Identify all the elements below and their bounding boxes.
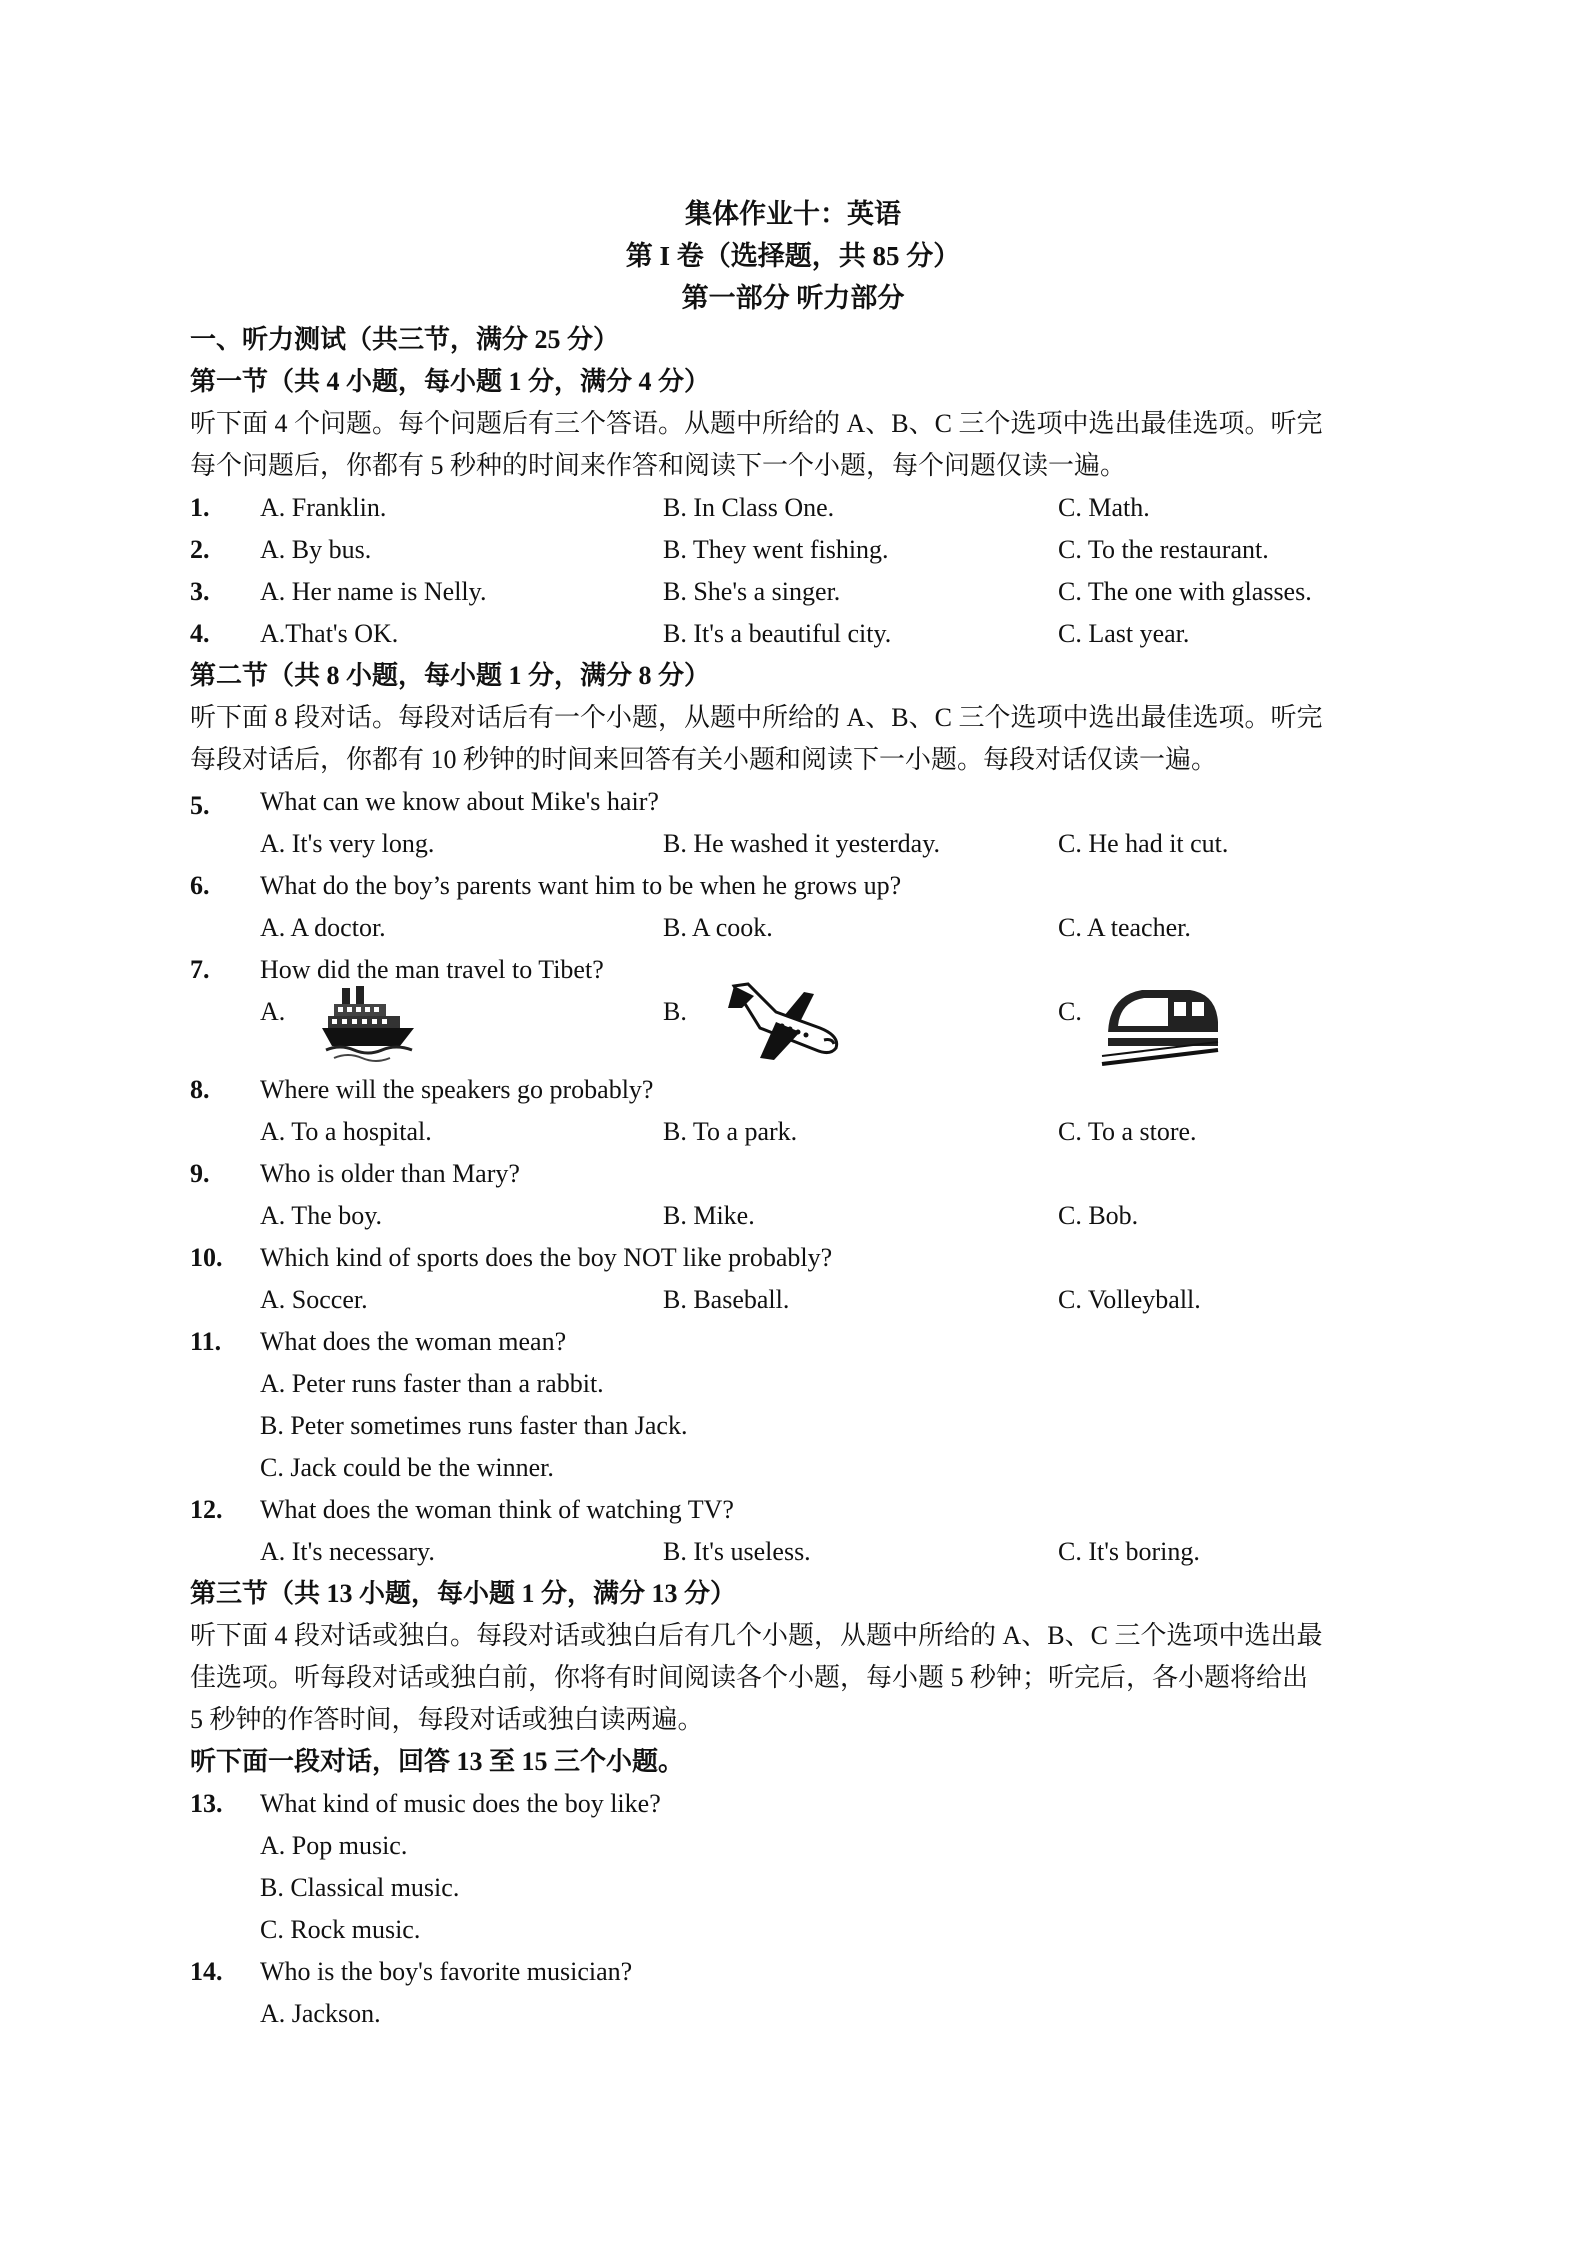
option-b: B. A cook. — [663, 913, 773, 942]
option-c: C. — [1058, 997, 1082, 1026]
options-row — [0, 908, 1586, 948]
option-a: A. Her name is Nelly. — [260, 577, 487, 606]
options-row — [0, 1868, 1586, 1908]
option-c: C. Rock music. — [260, 1915, 421, 1944]
option-b: B. To a park. — [663, 1117, 798, 1146]
question-number: 14. — [190, 1957, 223, 1986]
question-row — [0, 572, 1586, 612]
question-number: 3. — [190, 577, 210, 606]
question-row — [0, 1322, 1586, 1362]
question-number: 2. — [190, 535, 210, 564]
question-number: 7. — [190, 955, 210, 984]
question-number: 4. — [190, 619, 210, 648]
train-icon — [1098, 980, 1224, 1068]
airplane-icon — [720, 978, 850, 1068]
option-a: A. Soccer. — [260, 1285, 368, 1314]
question-row — [0, 1952, 1586, 1992]
option-a: A. By bus. — [260, 535, 372, 564]
option-b: B. Mike. — [663, 1201, 755, 1230]
options-row — [0, 1826, 1586, 1866]
option-a: A. — [260, 997, 286, 1026]
option-b: B. In Class One. — [663, 493, 835, 522]
section2-heading: 第二节（共 8 小题，每小题 1 分，满分 8 分） — [190, 661, 711, 690]
question-text: What does the woman think of watching TV? — [260, 1495, 734, 1524]
question-row — [0, 488, 1586, 528]
option-c: C. To a store. — [1058, 1117, 1197, 1146]
question-number: 9. — [190, 1159, 210, 1188]
options-row — [0, 1406, 1586, 1446]
option-a: A. To a hospital. — [260, 1117, 432, 1146]
option-a: A. Peter runs faster than a rabbit. — [260, 1369, 604, 1398]
option-a: A. It's very long. — [260, 829, 435, 858]
section1-heading: 第一节（共 4 小题，每小题 1 分，满分 4 分） — [190, 367, 711, 396]
question-row — [0, 530, 1586, 570]
section3-instruction-line2: 佳选项。听每段对话或独白前，你将有时间阅读各个小题，每小题 5 秒钟；听完后，各小题将给出 — [190, 1663, 1309, 1692]
question-row — [0, 866, 1586, 906]
section3-subheading: 听下面一段对话，回答 13 至 15 三个小题。 — [190, 1747, 685, 1776]
part-title: 第一部分 听力部分 — [681, 283, 905, 313]
option-c: C. He had it cut. — [1058, 829, 1229, 858]
question-text: Who is the boy's favorite musician? — [260, 1957, 633, 1986]
option-c: C. Volleyball. — [1058, 1285, 1201, 1314]
options-row — [0, 1112, 1586, 1152]
option-c: C. Jack could be the winner. — [260, 1453, 554, 1482]
question-row — [0, 1784, 1586, 1824]
options-row — [0, 1280, 1586, 1320]
question-row — [0, 1070, 1586, 1110]
section3-instruction-line1: 听下面 4 段对话或独白。每段对话或独白后有几个小题，从题中所给的 A、B、C 三个选项中选出最 — [190, 1621, 1323, 1650]
question-number: 1. — [190, 493, 210, 522]
ship-icon — [320, 982, 420, 1064]
option-a: A. A doctor. — [260, 913, 386, 942]
section2-instruction-line2: 每段对话后，你都有 10 秒钟的时间来回答有关小题和阅读下一小题。每段对话仅读一遍。 — [190, 745, 1218, 774]
option-b: B. — [663, 997, 687, 1026]
option-c: C. Math. — [1058, 493, 1150, 522]
option-a: A. Franklin. — [260, 493, 387, 522]
question-row — [0, 782, 1586, 822]
option-c: C. It's boring. — [1058, 1537, 1200, 1566]
section-main-heading: 一、听力测试（共三节，满分 25 分） — [190, 325, 620, 354]
option-c: C. Bob. — [1058, 1201, 1139, 1230]
option-a: A. Jackson. — [260, 1999, 381, 2028]
question-number: 10. — [190, 1243, 223, 1272]
document-title: 集体作业十：英语 — [685, 199, 901, 229]
option-b: B. He washed it yesterday. — [663, 829, 941, 858]
section1-instruction-line2: 每个问题后，你都有 5 秒种的时间来作答和阅读下一个小题，每个问题仅读一遍。 — [190, 451, 1127, 480]
option-a: A.That's OK. — [260, 619, 399, 648]
option-c: C. A teacher. — [1058, 913, 1191, 942]
option-b: B. They went fishing. — [663, 535, 889, 564]
option-c: C. To the restaurant. — [1058, 535, 1269, 564]
option-a: A. It's necessary. — [260, 1537, 435, 1566]
question-text: What can we know about Mike's hair? — [260, 787, 659, 816]
section2-instruction-line1: 听下面 8 段对话。每段对话后有一个小题，从题中所给的 A、B、C 三个选项中选出最佳选项。听完 — [190, 703, 1323, 732]
question-number: 13. — [190, 1789, 223, 1818]
question-text: What do the boy’s parents want him to be when he grows up? — [260, 871, 902, 900]
section3-instruction-line3: 5 秒钟的作答时间，每段对话或独白读两遍。 — [190, 1705, 704, 1734]
question-text: Which kind of sports does the boy NOT like probably? — [260, 1243, 833, 1272]
question-row — [0, 1490, 1586, 1530]
question-text: What kind of music does the boy like? — [260, 1789, 661, 1818]
option-c: C. Last year. — [1058, 619, 1190, 648]
options-row — [0, 1364, 1586, 1404]
question-number: 11. — [190, 1327, 222, 1356]
option-b: B. It's useless. — [663, 1537, 811, 1566]
question-text: What does the woman mean? — [260, 1327, 567, 1356]
option-a: A. Pop music. — [260, 1831, 408, 1860]
options-row — [0, 1532, 1586, 1572]
options-row — [0, 1196, 1586, 1236]
section1-instruction-line1: 听下面 4 个问题。每个问题后有三个答语。从题中所给的 A、B、C 三个选项中选出最佳选项。听完 — [190, 409, 1323, 438]
option-c: C. The one with glasses. — [1058, 577, 1312, 606]
option-b: B. Peter sometimes runs faster than Jack. — [260, 1411, 688, 1440]
options-row — [0, 824, 1586, 864]
option-b: B. Classical music. — [260, 1873, 460, 1902]
option-a: A. The boy. — [260, 1201, 383, 1230]
question-number: 5. — [190, 791, 210, 820]
question-text: Who is older than Mary? — [260, 1159, 520, 1188]
options-row — [0, 1910, 1586, 1950]
options-row — [0, 1448, 1586, 1488]
question-number: 6. — [190, 871, 210, 900]
question-row — [0, 1154, 1586, 1194]
option-b: B. She's a singer. — [663, 577, 841, 606]
option-b: B. Baseball. — [663, 1285, 790, 1314]
question-text: Where will the speakers go probably? — [260, 1075, 654, 1104]
question-row — [0, 1238, 1586, 1278]
question-number: 12. — [190, 1495, 223, 1524]
option-b: B. It's a beautiful city. — [663, 619, 892, 648]
question-number: 8. — [190, 1075, 210, 1104]
volume-title: 第 I 卷（选择题，共 85 分） — [625, 241, 961, 271]
options-row — [0, 1994, 1586, 2034]
section3-heading: 第三节（共 13 小题，每小题 1 分，满分 13 分） — [190, 1579, 737, 1608]
question-text: How did the man travel to Tibet? — [260, 955, 604, 984]
question-row — [0, 614, 1586, 654]
